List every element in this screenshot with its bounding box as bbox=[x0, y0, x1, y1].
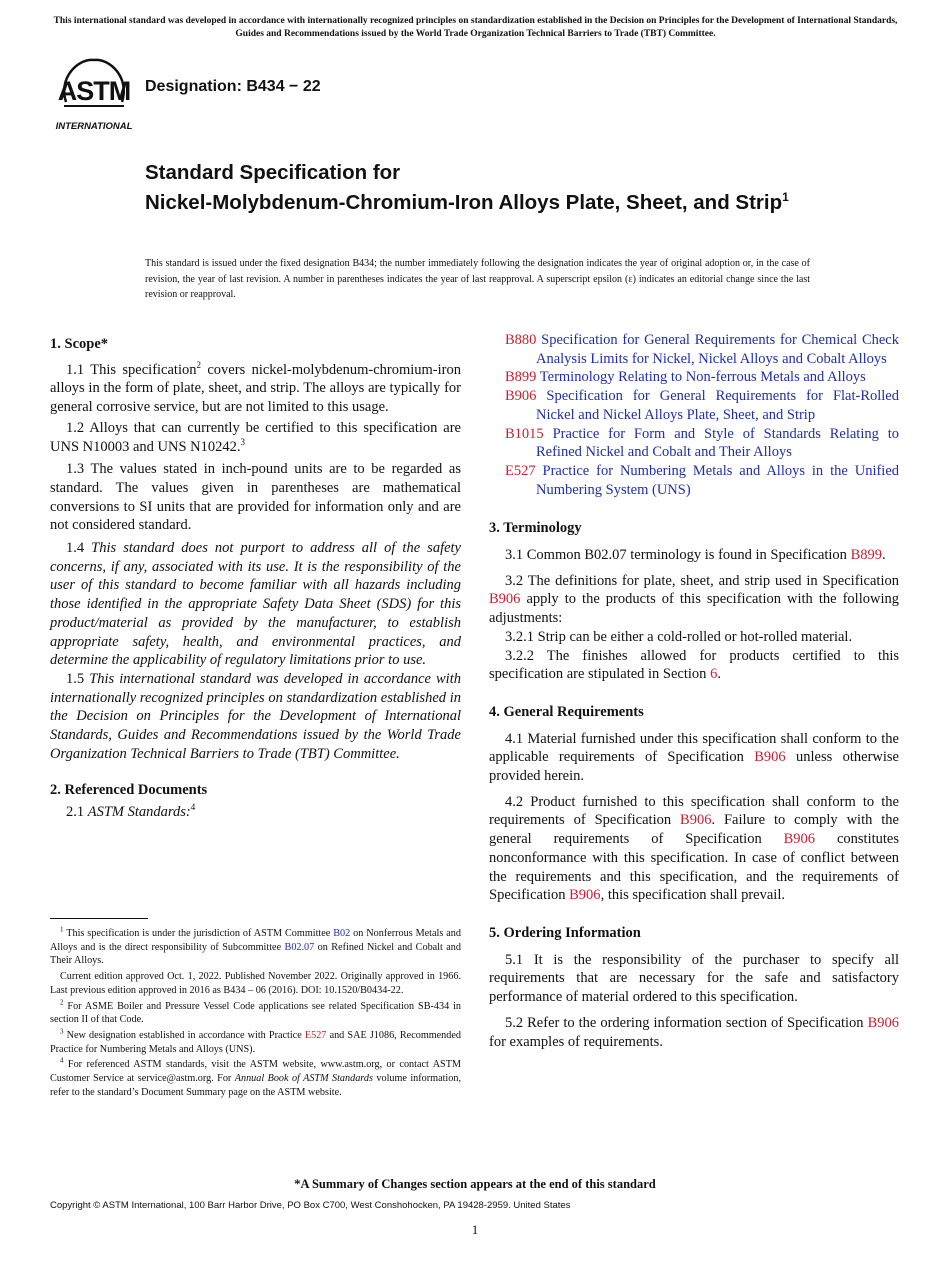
title-line-2 bbox=[145, 185, 825, 215]
reference-list bbox=[489, 331, 899, 499]
reference-code-link[interactable]: B906 bbox=[505, 388, 537, 405]
copyright: Copyright © ASTM International, 100 Barr Harbor Drive, PO Box C700, West Conshohocken, PA 19428-2959. United States bbox=[50, 1200, 571, 1211]
general-4-2: 4.2 Product furnished to this specification shall conform to the requirements of Specification B906. Failure to comply with the general requirements of Specification B906 constitutes nonconformance with this specification. In case of conflict between the requirements and this specification, and the requirements of Specification B906, this specification shall prevail. bbox=[489, 793, 899, 904]
page-number: 1 bbox=[471, 1222, 479, 1237]
reference-title-link[interactable]: Practice for Numbering Metals and Alloys in the Unified Numbering System (UNS) bbox=[536, 462, 900, 498]
reference-code-link[interactable]: B880 bbox=[505, 332, 537, 348]
footnote-1-edition: Current edition approved Oct. 1, 2022. Published November 2022. Originally approved in 1966. Last previous edition approved in 2016 as B434 – 06 (2016). DOI: 10.1520/B0434-22. bbox=[50, 971, 461, 996]
scope-1-2: 1.2 Alloys that can currently be certified to this specification are UNS N10003 and UNS N10242.$^3$ bbox=[50, 419, 461, 455]
link-b899[interactable]: B899 bbox=[850, 547, 882, 564]
reference-title-link[interactable]: Specification for General Requirements for Chemical Check Analysis Limits for Nickel, Nickel Alloys and Cobalt Alloys bbox=[536, 332, 899, 367]
page-title bbox=[145, 160, 825, 215]
footnote-ref-4[interactable]: 4 bbox=[190, 802, 196, 813]
scope-1-4: 1.4 This standard does not purport to address all of the safety concerns, if any, associated with its use. It is the responsibility of the user of this standard to become familiar with all hazards including those identified in the appropriate Safety Data Sheet (SDS) for this product/material as provided by the manufacturer, to establish appropriate safety, health, and environmental practices, and determine the applicability of regulatory limitations prior to use. bbox=[50, 540, 461, 669]
scope-1-3: 1.3 The values stated in inch-pound units are to be regarded as standard. The values given in parentheses are mathematical conversions to SI units that are provided for information only and are not considered standard. bbox=[50, 461, 461, 534]
link-b906[interactable]: B906 bbox=[569, 887, 601, 904]
reference-item[interactable] bbox=[505, 331, 899, 368]
footnote-1: $^1$ This specification is under the jurisdiction of ASTM Committee B02 on Nonferrous Metals and Alloys and is the direct responsibility of Subcommittee B02.07 on Refined Nickel and Cobalt and Their Alloys. bbox=[50, 925, 461, 967]
scope-1-1: 1.1 This specification$^2$ covers nickel-molybdenum-chromium-iron alloys in the form of plate, sheet, and strip. The alloys are typically for general corrosive service, but are not limited to this usage. bbox=[50, 359, 461, 416]
footnote-ref-3[interactable]: 3 bbox=[240, 436, 246, 447]
referenced-2-1: 2.1 ASTM Standards:$^4$ bbox=[66, 802, 196, 821]
right-column bbox=[489, 331, 899, 1051]
general-4-1: 4.1 Material furnished under this specification shall conform to the applicable requirements of Specification B906 unless otherwise provided herein. bbox=[489, 730, 899, 785]
terminology-3-1: 3.1 Common B02.07 terminology is found in Specification B899. bbox=[505, 547, 886, 564]
astm-logo bbox=[52, 54, 136, 134]
footnote-divider bbox=[50, 918, 148, 919]
terminology-3-2: 3.2 The definitions for plate, sheet, and strip used in Specification B906 apply to the products of this specification with the following adjustments: bbox=[489, 572, 899, 627]
footnotes bbox=[50, 927, 461, 1101]
reference-item[interactable] bbox=[505, 462, 899, 499]
left-column bbox=[50, 335, 461, 822]
title-text: Nickel-Molybdenum-Chromium-Iron Alloys Plate, Sheet, and Strip bbox=[145, 190, 783, 214]
reference-title-link[interactable]: Specification for General Requirements for Flat-Rolled Nickel and Nickel Alloys Plate, Sheet, and Strip bbox=[536, 388, 899, 423]
reference-item[interactable] bbox=[505, 368, 899, 387]
link-b906[interactable]: B906 bbox=[754, 749, 786, 766]
terminology-3-2-2: 3.2.2 The finishes allowed for products certified to this specification are stipulated in Section 6. bbox=[489, 647, 899, 683]
reference-item[interactable] bbox=[505, 387, 899, 424]
terminology-3-2-1: 3.2.1 Strip can be either a cold-rolled or hot-rolled material. bbox=[505, 628, 853, 645]
reference-title-link[interactable]: Practice for Form and Style of Standards Relating to Refined Nickel and Cobalt and Their Alloys bbox=[536, 425, 900, 461]
footnote-3: $^3$ New designation established in accordance with Practice E527 and SAE J1086, Recommended Practice for Numbering Metals and Alloys (UNS). bbox=[50, 1027, 461, 1055]
ordering-5-2: 5.2 Refer to the ordering information section of Specification B906 for examples of requirements. bbox=[489, 1014, 899, 1050]
issued-note: This standard is issued under the fixed designation B434; the number immediately following the designation indicates the year of original adoption or, in the case of revision, the year of last revision. A number in parentheses indicates the year of last reapproval. A superscript epsilon (ε) indicates an editorial change since the last revision or reapproval. bbox=[145, 258, 810, 300]
reference-code-link[interactable]: E527 bbox=[505, 462, 536, 479]
link-b02[interactable]: B02 bbox=[333, 928, 351, 939]
link-b906[interactable]: B906 bbox=[680, 812, 712, 829]
reference-code-link[interactable]: B1015 bbox=[505, 425, 544, 442]
title-footnote-mark: 1 bbox=[782, 190, 789, 204]
reference-title-link[interactable]: Terminology Relating to Non-ferrous Metals and Alloys bbox=[539, 369, 866, 386]
summary-note: *A Summary of Changes section appears at the end of this standard bbox=[294, 1177, 656, 1191]
general-heading: 4. General Requirements bbox=[489, 703, 644, 720]
link-b906[interactable]: B906 bbox=[867, 1014, 899, 1031]
ordering-5-1: 5.1 It is the responsibility of the purchaser to specify all requirements that are necessary for the safe and satisfactory performance of material ordered to this specification. bbox=[489, 951, 899, 1006]
link-e527[interactable]: E527 bbox=[304, 1029, 327, 1041]
link-b906[interactable]: B906 bbox=[783, 831, 816, 848]
designation: Designation: B434 − 22 bbox=[145, 78, 321, 95]
footnote-2: $^2$ For ASME Boiler and Pressure Vessel Code applications see related Specification SB-434 in section II of that Code. bbox=[50, 998, 461, 1026]
reference-code-link[interactable]: B899 bbox=[505, 369, 537, 386]
link-b906[interactable]: B906 bbox=[489, 591, 521, 608]
terminology-heading: 3. Terminology bbox=[489, 520, 582, 537]
link-b02-07[interactable]: B02.07 bbox=[284, 941, 315, 953]
scope-1-5: 1.5 This international standard was developed in accordance with internationally recognized principles on standardization established in the Decision on Principles for the Development of International Standards, Guides and Recommendations issued by the World Trade Organization Technical Barriers to Trade (TBT) Committee. bbox=[50, 670, 461, 762]
footnote-4: $^4$ For referenced ASTM standards, visit the ASTM website, www.astm.org, or contact ASTM Customer Service at service@astm.org. For Annual Book of ASTM Standards volume information, refer to the standard’s Document Summary page on the ASTM website. bbox=[50, 1056, 461, 1098]
reference-item[interactable] bbox=[505, 425, 899, 462]
logo-letters: ASTM bbox=[57, 76, 131, 106]
title-line-1: Standard Specification for bbox=[145, 161, 401, 184]
referenced-heading: 2. Referenced Documents bbox=[50, 782, 208, 799]
ordering-heading: 5. Ordering Information bbox=[489, 924, 641, 941]
footnote-ref-2[interactable]: 2 bbox=[196, 359, 201, 370]
logo-word: INTERNATIONAL bbox=[55, 121, 133, 132]
header-notice: This international standard was developed in accordance with internationally recognized principles on standardization established in the Decision on Principles for the Development of International Standards, Guides and Recommendations issued by the World Trade Organization Technical Barriers to Trade (TBT) Committee. bbox=[53, 16, 898, 39]
scope-heading: 1. Scope* bbox=[50, 336, 108, 352]
link-section-6[interactable]: 6 bbox=[710, 666, 718, 683]
